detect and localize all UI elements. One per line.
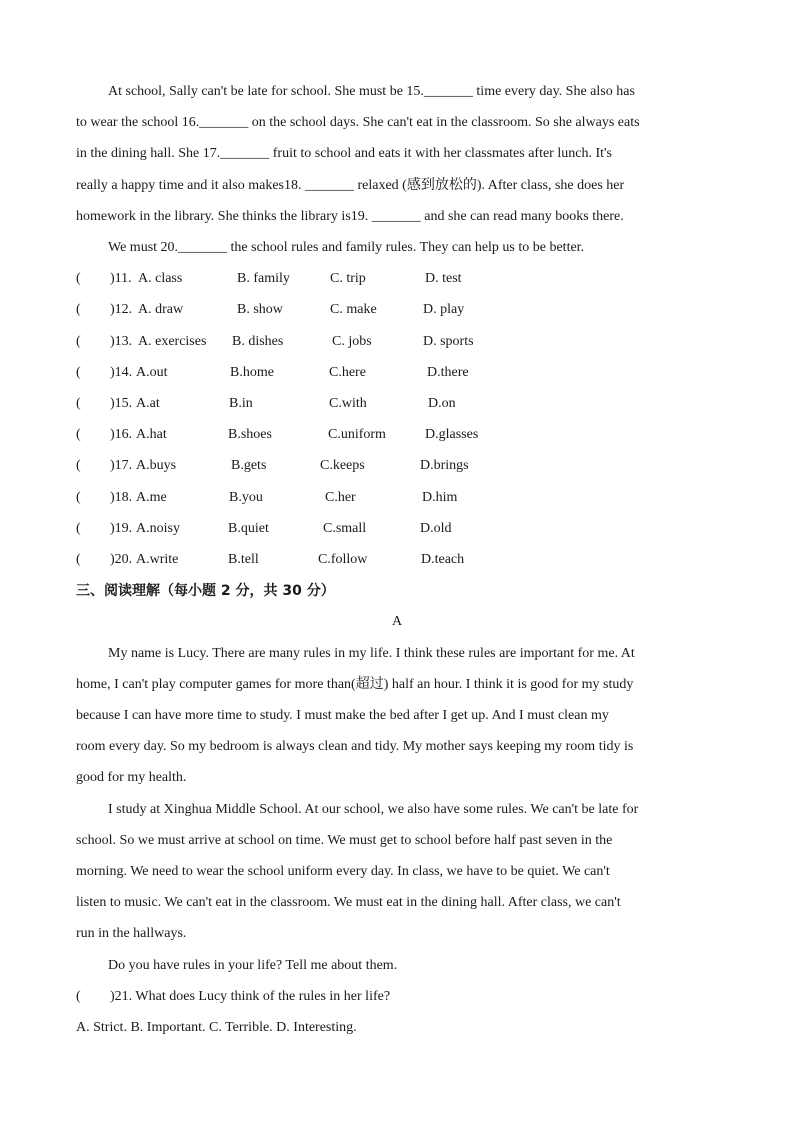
answer-paren: ( bbox=[76, 552, 81, 567]
option-b: B.tell bbox=[228, 552, 259, 567]
option-a: A. draw bbox=[138, 302, 184, 317]
option-d: D.there bbox=[427, 365, 469, 380]
option-c: C.follow bbox=[318, 552, 368, 567]
answer-paren: ( bbox=[76, 490, 81, 505]
option-c: C. make bbox=[330, 302, 377, 317]
option-c: C. trip bbox=[330, 271, 366, 286]
question-number: )11. bbox=[110, 271, 132, 286]
option-c: C. jobs bbox=[332, 334, 372, 349]
passage-line: room every day. So my bedroom is always clean and tidy. My mother says keeping my room tidy is bbox=[76, 739, 634, 754]
answer-paren: ( bbox=[76, 334, 81, 349]
option-a: A.write bbox=[136, 552, 179, 567]
passage-line: listen to music. We can't eat in the classroom. We must eat in the dining hall. After class, we can't bbox=[76, 895, 621, 910]
question-number: )12. bbox=[110, 302, 133, 317]
option-a: A.me bbox=[136, 490, 167, 505]
question-number: )19. bbox=[110, 521, 133, 536]
option-a: A.out bbox=[136, 365, 168, 380]
passage-line: because I can have more time to study. I must make the bed after I get up. And I must clean my bbox=[76, 708, 609, 723]
option-b: B.quiet bbox=[228, 521, 269, 536]
question-number: )16. bbox=[110, 427, 133, 442]
option-d: D. test bbox=[425, 271, 462, 286]
passage-line: run in the hallways. bbox=[76, 926, 187, 941]
option-c: C.uniform bbox=[328, 427, 386, 442]
section-title: 三、阅读理解（每小题 2 分，共 30 分） bbox=[76, 583, 335, 599]
answer-paren: ( bbox=[76, 427, 81, 442]
passage-line: We must 20._______ the school rules and family rules. They can help us to be better. bbox=[108, 240, 585, 255]
passage-line: Do you have rules in your life? Tell me about them. bbox=[108, 958, 398, 973]
option-a: A.buys bbox=[136, 458, 177, 473]
answer-paren: ( bbox=[76, 302, 81, 317]
passage-line: good for my health. bbox=[76, 770, 187, 785]
question-number: )13. bbox=[110, 334, 133, 349]
passage-line: At school, Sally can't be late for school. She must be 15._______ time every day. She also has bbox=[108, 84, 635, 99]
question-number: )20. bbox=[110, 552, 133, 567]
option-b: B.gets bbox=[231, 458, 267, 473]
option-b: B. family bbox=[237, 271, 290, 286]
part-label: A bbox=[391, 614, 403, 629]
answer-paren: ( bbox=[76, 365, 81, 380]
option-b: B.you bbox=[229, 490, 263, 505]
option-c: C.her bbox=[325, 490, 356, 505]
option-b: B.home bbox=[230, 365, 274, 380]
option-d: D.him bbox=[422, 490, 458, 505]
option-d: D.teach bbox=[421, 552, 465, 567]
option-a: A.noisy bbox=[136, 521, 180, 536]
question-options: A. Strict. B. Important. C. Terrible. D. Interesting. bbox=[76, 1020, 357, 1035]
passage-line: homework in the library. She thinks the library is19. _______ and she can read many books there. bbox=[76, 209, 624, 224]
option-b: B.shoes bbox=[228, 427, 272, 442]
passage-line: morning. We need to wear the school uniform every day. In class, we have to be quiet. We can't bbox=[76, 864, 610, 879]
option-b: B. show bbox=[237, 302, 283, 317]
passage-line: school. So we must arrive at school on time. We must get to school before half past seven in the bbox=[76, 833, 613, 848]
option-d: D.brings bbox=[420, 458, 469, 473]
option-d: D.glasses bbox=[425, 427, 479, 442]
option-d: D.old bbox=[420, 521, 452, 536]
option-d: D.on bbox=[428, 396, 456, 411]
option-c: C.keeps bbox=[320, 458, 365, 473]
option-c: C.with bbox=[329, 396, 367, 411]
question-stem: )21. What does Lucy think of the rules in her life? bbox=[110, 989, 391, 1004]
passage-line: to wear the school 16._______ on the school days. She can't eat in the classroom. So she always eats bbox=[76, 115, 640, 130]
option-a: A.hat bbox=[136, 427, 167, 442]
answer-paren: ( bbox=[76, 521, 81, 536]
passage-line: home, I can't play computer games for more than(超过) half an hour. I think it is good for my study bbox=[76, 677, 634, 692]
passage-line: in the dining hall. She 17._______ fruit to school and eats it with her classmates after lunch. It's bbox=[76, 146, 612, 161]
option-a: A. exercises bbox=[138, 334, 207, 349]
answer-paren: ( bbox=[76, 458, 81, 473]
option-d: D. sports bbox=[423, 334, 474, 349]
option-c: C.small bbox=[323, 521, 367, 536]
question-number: )17. bbox=[110, 458, 133, 473]
question-number: )15. bbox=[110, 396, 133, 411]
question-number: )14. bbox=[110, 365, 133, 380]
passage-line: My name is Lucy. There are many rules in my life. I think these rules are important for me. At bbox=[108, 646, 635, 661]
option-c: C.here bbox=[329, 365, 366, 380]
option-b: B.in bbox=[229, 396, 253, 411]
option-b: B. dishes bbox=[232, 334, 284, 349]
answer-paren: ( bbox=[76, 396, 81, 411]
passage-line: really a happy time and it also makes18. _______ relaxed (感到放松的). After class, she does her bbox=[76, 178, 625, 193]
option-a: A. class bbox=[138, 271, 183, 286]
answer-paren: ( bbox=[76, 989, 81, 1004]
option-a: A.at bbox=[136, 396, 160, 411]
passage-line: I study at Xinghua Middle School. At our school, we also have some rules. We can't be late for bbox=[108, 802, 639, 817]
question-number: )18. bbox=[110, 490, 133, 505]
option-d: D. play bbox=[423, 302, 465, 317]
answer-paren: ( bbox=[76, 271, 81, 286]
